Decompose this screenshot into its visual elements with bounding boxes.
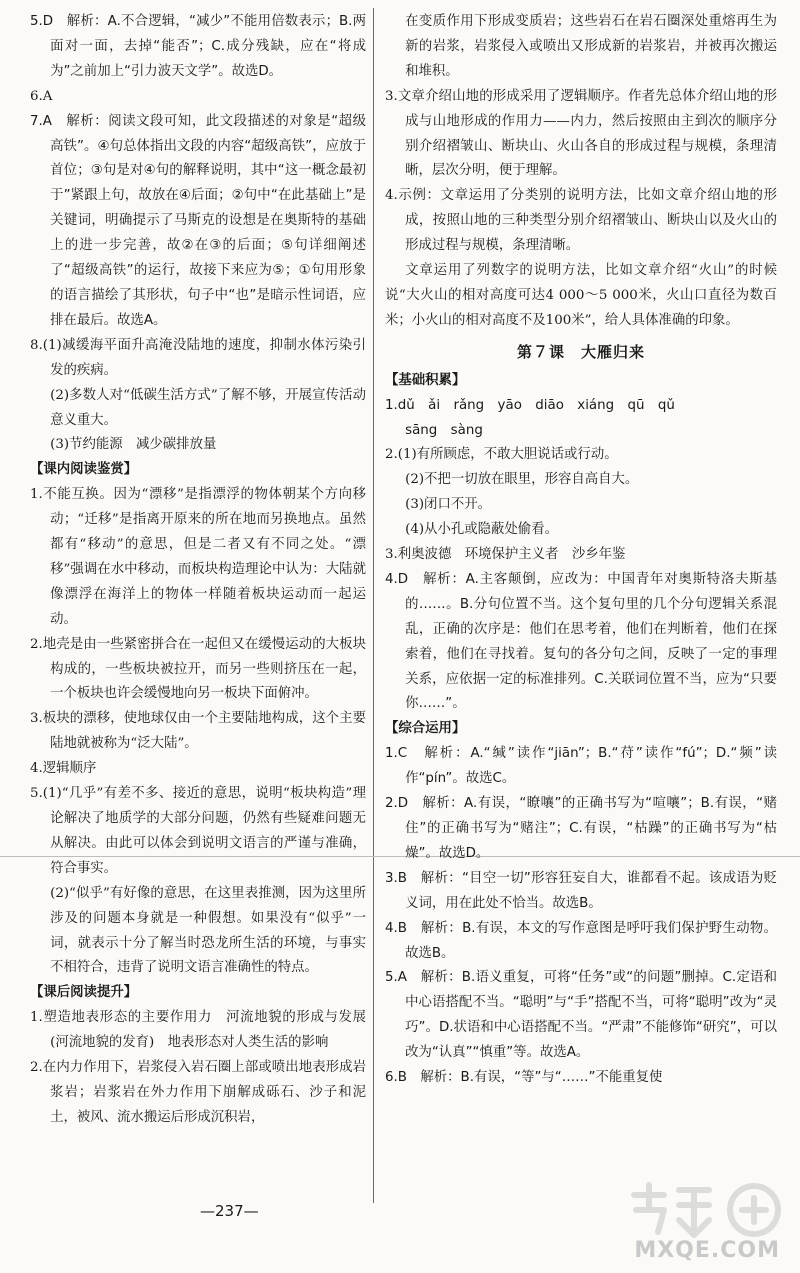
right-paragraph: 4.D 解析：A.主客颠倒，应改为：中国青年对奥斯特洛夫斯基的……。B.分句位置不当。这个复句里的几个分句逻辑关系混乱，正确的次序是：他们在思考着，他们在判断着，他们在探索着，他们在寻找着。复句的各分句之间，反映了一定的事理关系，应依据一定的标准排列。C.关联词位置不当，应为“只要你……”。 bbox=[385, 571, 777, 712]
page-number: —237— bbox=[200, 1202, 259, 1220]
right-paragraph: (4)从小孔或隐蔽处偷看。 bbox=[405, 522, 558, 538]
left-paragraph: 6.A bbox=[30, 88, 53, 104]
right-column bbox=[385, 10, 777, 1091]
left-paragraph: 【课后阅读提升】 bbox=[30, 985, 138, 1001]
right-paragraph: 3.文章介绍山地的形成采用了逻辑顺序。作者先总体介绍山地的形成与山地形成的作用力——内力，然后按照由主到次的顺序分别介绍褶皱山、断块山、火山各自的形成过程与规模，条理清晰，层次分明，便于理解。 bbox=[385, 88, 777, 179]
right-paragraph: (3)闭口不开。 bbox=[405, 497, 492, 513]
left-paragraph: 【课内阅读鉴赏】 bbox=[30, 462, 138, 478]
right-paragraph: 6.B 解析：B.有误，“等”与“……”不能重复使 bbox=[385, 1070, 663, 1086]
right-paragraph: 文章运用了列数字的说明方法，比如文章介绍“火山”的时候说“大火山的相对高度可达4 000～5 000米，火山口直径为数百米；小火山的相对高度不及100米”，给人具体准确的印象。 bbox=[385, 263, 777, 328]
left-column bbox=[30, 10, 366, 1131]
right-paragraph: 3.利奥波德 环境保护主义者 沙乡年鉴 bbox=[385, 547, 626, 563]
right-paragraph: 4.示例：文章运用了分类别的说明方法，比如文章介绍山地的形成，按照山地的三种类型分别介绍褶皱山、断块山以及火山的形成过程与规模，条理清晰。 bbox=[385, 188, 777, 254]
left-paragraph: 1.塑造地表形态的主要作用力 河流地貌的形成与发展(河流地貌的发育) 地表形态对人类生活的影响 bbox=[30, 1010, 366, 1051]
right-paragraph: sāng sàng bbox=[405, 422, 483, 438]
right-paragraph: 2.D 解析：A.有误，“瞭嚷”的正确书写为“喧嚷”；B.有误，“赌住”的正确书写为“赌注”；C.有误，“枯躁”的正确书写为“枯燥”。故选D。 bbox=[385, 796, 777, 861]
right-paragraph: 【基础积累】 bbox=[385, 372, 466, 388]
left-paragraph: 1.不能互换。因为“漂移”是指漂浮的物体朝某个方向移动；“迁移”是指离开原来的所在地而另换地点。虽然都有“移动”的意思，但是二者又有不同之处。“漂移”强调在水中移动，而板块构造理论中认为：大陆就像漂浮在海洋上的物体一样随着板块运动而一起运动。 bbox=[30, 487, 366, 627]
column-divider bbox=[373, 8, 374, 1203]
left-paragraph: (2)“似乎”有好像的意思，在这里表推测，因为这里所涉及的问题本身就是一种假想。如果没有“似乎”一词，就表示十分了解当时恐龙所生活的环境，与事实不相符合，违背了说明文语言准确性的特点。 bbox=[50, 885, 366, 976]
left-paragraph: (3)节约能源 减少碳排放量 bbox=[50, 437, 217, 453]
right-paragraph: 3.B 解析：“目空一切”形容狂妄自大，谁都看不起。该成语为贬义词，用在此处不恰当。故选B。 bbox=[385, 870, 777, 911]
left-paragraph: 7.A 解析：阅读文段可知，此文段描述的对象是“超级高铁”。④句总体指出文段的内容“超级高铁”，应放于首位；③句是对④句的解释说明，其中“这一概念最初于”紧跟上句，故放在④后面；②句中“在此基础上”是关键词，明确提示了马斯克的设想是在奥斯特的基础上的进一步完善，故②在③的后面；⑤句详细阐述了“超级高铁”的运行，故接下来应为⑤；①句用形象的语言描绘了其形状，句子中“也”是暗示性词语，应排在最后。故选A。 bbox=[30, 113, 366, 328]
right-paragraph: 5.A 解析：B.语义重复，可将“任务”或“的问题”删掉。C.定语和中心语搭配不当。“聪明”与“手”搭配不当，可将“聪明”改为“灵巧”。D.状语和中心语搭配不当。“严肃”不能修饰“研究”，可以改为“认真”“慎重”等。故选A。 bbox=[385, 970, 777, 1061]
left-paragraph: 5.(1)“几乎”有差不多、接近的意思，说明“板块构造”理论解决了地质学的大部分问题，仍然有些疑难问题无从解决。由此可以体会到说明文语言的严谨与准确，符合事实。 bbox=[30, 786, 366, 876]
right-paragraph: 2.(1)有所顾虑，不敢大胆说话或行动。 bbox=[385, 447, 618, 463]
left-paragraph: 2.地壳是由一些紧密拼合在一起但又在缓慢运动的大板块构成的，一些板块被拉开，而另一些则挤压在一起，一个板块也许会缓慢地向另一板块下面俯冲。 bbox=[30, 636, 366, 702]
right-paragraph: (2)不把一切放在眼里，形容自高自大。 bbox=[405, 472, 639, 488]
left-paragraph: 5.D 解析：A.不合逻辑，“减少”不能用倍数表示；B.两面对一面，去掉“能否”；C.成分残缺，应在“将成为”之前加上“引力波天文学”。故选D。 bbox=[30, 14, 366, 79]
right-paragraph: 4.B 解析：B.有误，本文的写作意图是呼吁我们保护野生动物。故选B。 bbox=[385, 920, 777, 961]
left-paragraph: 3.板块的漂移，使地球仅由一个主要陆地构成，这个主要陆地就被称为“泛大陆”。 bbox=[30, 711, 366, 752]
right-paragraph: 【综合运用】 bbox=[385, 721, 466, 737]
left-paragraph: (2)多数人对“低碳生活方式”了解不够，开展宣传活动意义重大。 bbox=[50, 387, 366, 428]
left-paragraph: 8.(1)减缓海平面升高淹没陆地的速度，抑制水体污染引发的疾病。 bbox=[30, 337, 366, 378]
right-paragraph: 1.C 解析：A.“缄”读作“jiān”；B.“苻”读作“fú”；D.“频”读作“pín”。故选C。 bbox=[385, 746, 777, 787]
right-paragraph: 第７课 大雁归来 bbox=[516, 342, 645, 361]
left-paragraph: 2.在内力作用下，岩浆侵入岩石圈上部或喷出地表形成岩浆岩；岩浆岩在外力作用下崩解成砾石、沙子和泥土，被风、流水搬运后形成沉积岩， bbox=[30, 1060, 366, 1125]
right-paragraph: 在变质作用下形成变质岩；这些岩石在岩石圈深处重熔再生为新的岩浆，岩浆侵入或喷出又形成新的岩浆岩，并被再次搬运和堆积。 bbox=[405, 14, 777, 79]
right-paragraph: 1.dǔ ǎi rǎng yāo diāo xiáng qū qǔ bbox=[385, 397, 675, 413]
left-paragraph: 4.逻辑顺序 bbox=[30, 761, 97, 777]
watermark-text: MXQE.COM bbox=[634, 1238, 780, 1263]
